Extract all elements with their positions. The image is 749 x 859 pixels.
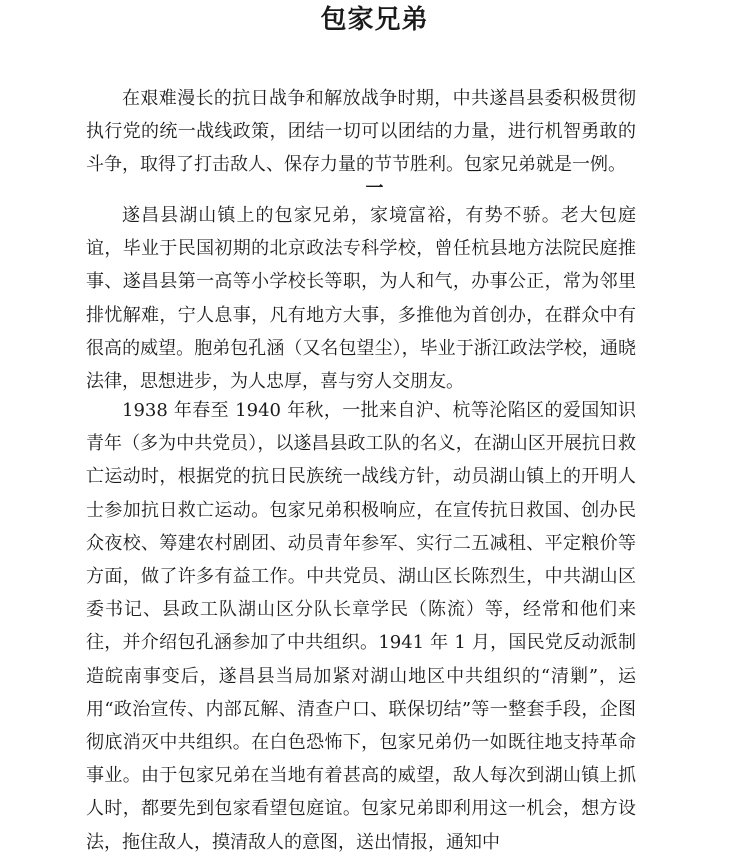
section-marker: 一 [365, 178, 384, 199]
body-paragraph: 1938 年春至 1940 年秋，一批来自沪、杭等沦陷区的爱国知识青年（多为中共党员），以遂昌县政工队的名义，在湖山区开展抗日救亡运动时，根据党的抗日民族统一战线方针，动员湖山镇上的开明人士参加抗日救亡运动。包家兄弟积极响应，在宣传抗日救国、创办民众夜校、筹建农村剧团、动员青年参军、实行二五减租、平定粮价等方面，做了许多有益工作。中共党员、湖山区长陈烈生，中共湖山区委书记、县政工队湖山区分队长章学民（陈流）等，经常和他们来往，并介绍包孔涵参加了中共组织。1941 年 1 月，国民党反动派制造皖南事变后，遂昌县当局加紧对湖山地区中共组织的“清剿”，运用“政治宣传、内部瓦解、清查户口、联保切结”等一整套手段，企图彻底消灭中共组织。在白色恐怖下，包家兄弟仍一如既往地支持革命事业。由于包家兄弟在当地有着甚高的威望，敌人每次到湖山镇上抓人时，都要先到包家看望包庭谊。包家兄弟即利用这一机会，想方设法，拖住敌人，摸清敌人的意图，送出情报，通知中 [86, 400, 636, 853]
body-paragraph: 遂昌县湖山镇上的包家兄弟，家境富裕，有势不骄。老大包庭谊，毕业于民国初期的北京政法专科学校，曾任杭县地方法院民庭推事、遂昌县第一高等小学校长等职，为人和气，办事公正，常为邻里排忧解难，宁人息事，凡有地方大事，多推他为首创办，在群众中有很高的威望。胞弟包孔涵（又名包望尘），毕业于浙江政法学校，通晓法律，思想进步，为人忠厚，喜与穷人交朋友。 [86, 205, 636, 393]
intro-paragraph: 在艰难漫长的抗日战争和解放战争时期，中共遂昌县委积极贯彻执行党的统一战线政策，团结一切可以团结的力量，进行机智勇敢的斗争，取得了打击敌人、保存力量的节节胜利。包家兄弟就是一例。 [86, 88, 636, 176]
page-title: 包家兄弟 [320, 5, 429, 35]
